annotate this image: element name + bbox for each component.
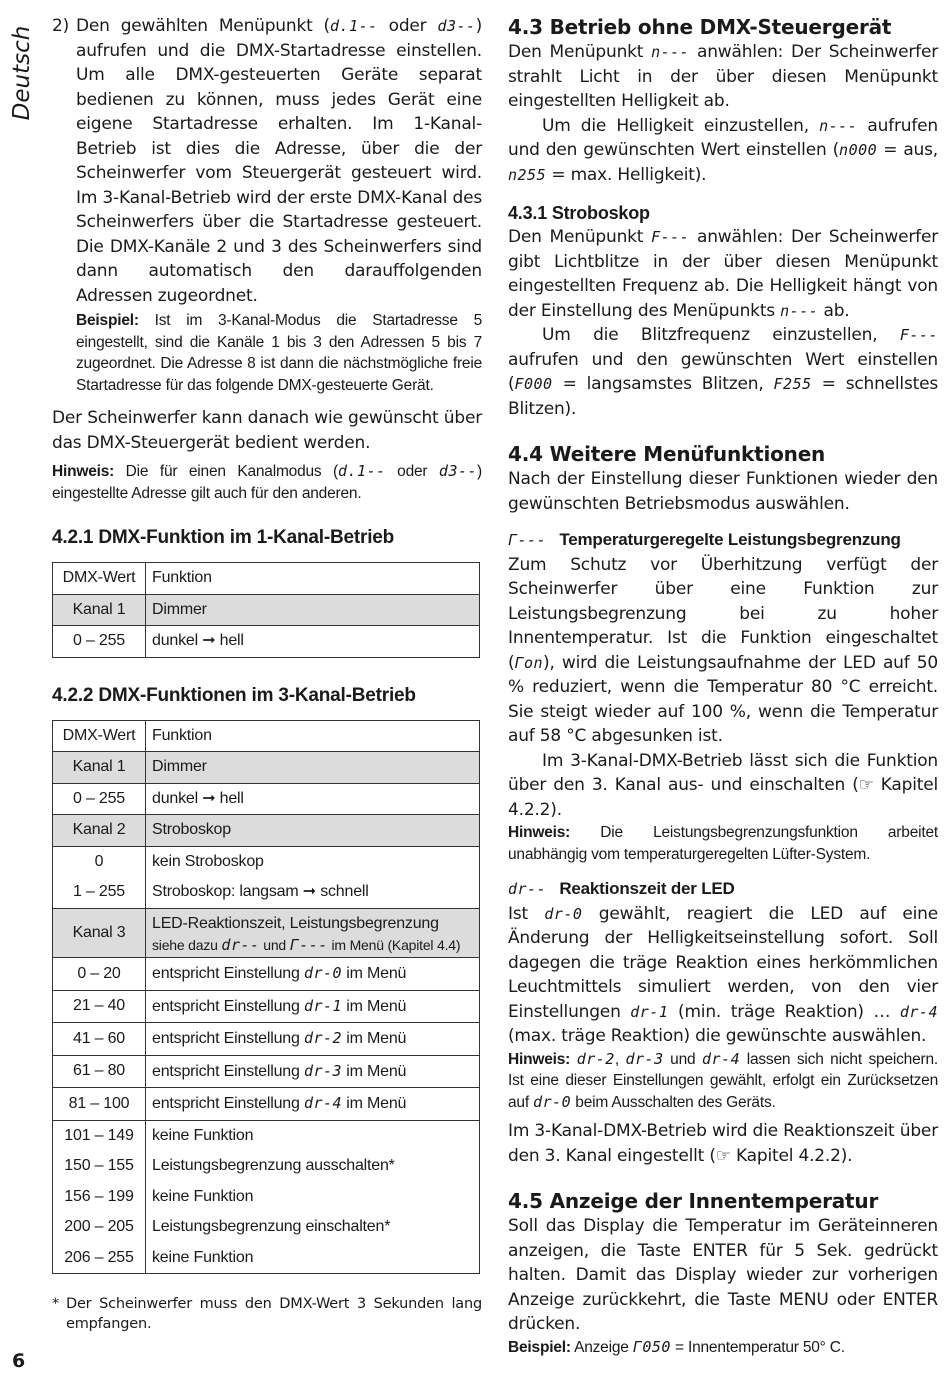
display-code: Γon xyxy=(514,653,544,672)
paragraph xyxy=(508,114,938,188)
table-cell: Kanal 3 xyxy=(53,908,146,958)
text: gewählt, reagiert die LED auf eine Änderung der Helligkeitseinstellung sofort. Soll dagegen die träge Reaktion eines herkömmlichen Leuchtmittels simuliert werden, von den vier Einstellungen xyxy=(508,903,938,1022)
text: = langsamstes Blitzen, xyxy=(552,374,774,394)
table-cell: 156 – 199 xyxy=(53,1182,146,1213)
display-code: dr-4 xyxy=(702,1049,741,1068)
text: entspricht Einstellung xyxy=(152,1095,304,1112)
table-cell: 21 – 40 xyxy=(53,990,146,1023)
table-row xyxy=(53,1120,480,1151)
text: Den Menüpunkt xyxy=(508,42,652,62)
table-cell: 0 – 20 xyxy=(53,958,146,991)
footnote xyxy=(52,1294,482,1334)
table-row xyxy=(53,783,480,815)
display-code: dr-3 xyxy=(625,1049,664,1068)
paragraph xyxy=(508,40,938,114)
text: anwählen: Der Scheinwerfer gibt Lichtblitze in der über diesen Menüpunkt eingestellten Frequenz ab. Die Helligkeit hängt von der Einstellung des Menüpunkts xyxy=(508,227,938,321)
text: (min. träge Reaktion) … xyxy=(668,1001,900,1022)
text: entspricht Einstellung xyxy=(152,1062,304,1080)
text: Den Menüpunkt xyxy=(508,227,652,247)
table-cell: 1 – 255 xyxy=(53,877,146,908)
display-code: n255 xyxy=(508,165,547,184)
table-cell: kein Stroboskop xyxy=(146,846,480,877)
text: anwählen: Der Scheinwerfer strahlt Licht in der über diesen Menüpunkt eingestellten Helligkeit ab. xyxy=(508,42,938,111)
text: Anzeige xyxy=(570,1338,633,1356)
table-row xyxy=(53,1243,480,1274)
note-block xyxy=(508,1049,938,1114)
display-code: dr-0 xyxy=(544,904,583,923)
table-cell: 206 – 255 xyxy=(53,1243,146,1274)
paragraph xyxy=(508,553,938,749)
display-code: dr-1 xyxy=(303,996,343,1015)
section-heading-4-3-1: 4.3.1 Stroboskop xyxy=(508,203,650,223)
text: Ist xyxy=(508,903,545,924)
table-cell xyxy=(146,1055,480,1088)
text: aufrufen und den gewünschten Wert einstellen ( xyxy=(508,349,938,394)
table-1-channel xyxy=(52,562,480,658)
text: Die für einen Kanalmodus ( xyxy=(114,463,338,480)
display-code: dr-4 xyxy=(303,1094,343,1112)
text: im Menü xyxy=(342,997,407,1015)
display-code: dr-2 xyxy=(303,1029,343,1047)
text: beim Ausschalten des Geräts. xyxy=(571,1093,776,1111)
table-row xyxy=(53,1212,480,1243)
paragraph: Im 3-Kanal-DMX-Betrieb wird die Reaktionszeit über den 3. Kanal eingestellt (☞ Kapitel 4.2.2). xyxy=(508,1121,938,1166)
table-cell: Dimmer xyxy=(146,752,480,784)
table-row xyxy=(53,846,480,877)
text: im Menü xyxy=(342,1095,407,1112)
table-cell: dunkel ➞ hell xyxy=(146,626,480,658)
example-text: Ist im 3-Kanal-Modus die Startadresse 5 eingestellt, sind die Kanäle 1 bis 3 den Adressen 5 bis 7 zugeordnet. Die Adresse 8 ist dann die nächstmögliche freie Startadresse für das folgende DMX-gesteuerte Gerät. xyxy=(76,312,482,394)
table-cell xyxy=(146,1023,480,1056)
table-subnote xyxy=(152,936,473,954)
table-cell: Leistungsbegrenzung ausschalten* xyxy=(146,1151,480,1182)
paragraph: Soll das Display die Temperatur im Geräteinneren anzeigen, die Taste ENTER für 5 Sek. gedrückt halten. Damit das Display wieder zur vorherigen Anzeige zurückkehrt, die Taste MENU oder ENTER drücken. xyxy=(508,1216,938,1334)
text: ) eingestellte Adresse gilt auch für den anderen. xyxy=(52,463,483,502)
table-cell: keine Funktion xyxy=(146,1243,480,1274)
table-cell: DMX-Wert xyxy=(53,720,146,752)
note-block xyxy=(52,461,482,504)
display-code: Γ--- xyxy=(508,531,547,549)
display-code: n--- xyxy=(780,301,819,320)
text: = max. Helligkeit). xyxy=(546,164,707,185)
table-cell: Funktion xyxy=(146,720,480,752)
display-code: n000 xyxy=(839,141,878,159)
text: = Innentemperatur 50° C. xyxy=(670,1338,845,1356)
paragraph: Der Scheinwerfer kann danach wie gewünscht über das DMX-Steuergerät bedient werden. xyxy=(52,408,482,453)
display-code: d3-- xyxy=(437,17,476,35)
footnote-marker: * xyxy=(52,1296,60,1312)
display-code: Γ--- xyxy=(289,936,328,954)
text: im Menü xyxy=(342,1030,407,1047)
paragraph: Im 3-Kanal-DMX-Betrieb lässt sich die Funktion über den 3. Kanal aus- und einschalten (☞ Kapitel 4.2.2). xyxy=(508,750,938,820)
note-label: Hinweis: xyxy=(508,1050,571,1068)
display-code: F255 xyxy=(773,375,812,393)
display-code: dr-- xyxy=(508,880,547,898)
example-label: Beispiel: xyxy=(508,1338,571,1356)
text: ab. xyxy=(818,300,850,321)
display-code: dr-0 xyxy=(533,1092,572,1111)
text: entspricht Einstellung xyxy=(152,1030,304,1047)
table-row xyxy=(53,877,480,908)
text: im Menü (Kapitel 4.4) xyxy=(327,937,461,953)
display-code: d.1-- xyxy=(337,462,386,480)
text: entspricht Einstellung xyxy=(152,997,304,1015)
table-row xyxy=(53,1182,480,1213)
text: ), wird die Leistungsaufnahme der LED auf 50 % reduziert, wenn die Temperatur 80 °C erreicht. Sie steigt wieder auf 100 %, wenn die Temperatur auf 58 °C abgesunken ist. xyxy=(508,652,938,746)
table-cell: 200 – 205 xyxy=(53,1212,146,1243)
table-cell: Kanal 1 xyxy=(53,752,146,784)
display-code: dr-- xyxy=(221,936,260,954)
section-heading-4-3: 4.3 Betrieb ohne DMX-Steuergerät xyxy=(508,15,892,39)
display-code: F--- xyxy=(651,228,690,246)
text: Den gewählten Menüpunkt ( xyxy=(76,16,330,36)
example-block xyxy=(508,1337,938,1359)
table-row xyxy=(53,752,480,784)
table-cell: 150 – 155 xyxy=(53,1151,146,1182)
table-cell: keine Funktion xyxy=(146,1182,480,1213)
subheading-temperature xyxy=(508,528,938,553)
section-heading-4-2-1: 4.2.1 DMX-Funktion im 1-Kanal-Betrieb xyxy=(52,527,395,548)
table-row xyxy=(53,594,480,626)
paragraph xyxy=(508,323,938,421)
table-row xyxy=(53,958,480,991)
table-3-channel xyxy=(52,720,480,1275)
table-cell: Dimmer xyxy=(146,594,480,626)
text: , xyxy=(614,1050,626,1068)
paragraph xyxy=(508,902,938,1049)
note-block xyxy=(508,822,938,865)
display-code: F--- xyxy=(899,326,938,344)
note-label: Hinweis: xyxy=(52,463,115,480)
section-heading-4-2-2: 4.2.2 DMX-Funktionen im 3-Kanal-Betrieb xyxy=(52,684,416,706)
table-row xyxy=(53,815,480,847)
table-cell: 0 xyxy=(53,846,146,877)
list-number: 2) xyxy=(52,16,70,36)
text: im Menü xyxy=(342,965,407,982)
footnote-text: Der Scheinwerfer muss den DMX-Wert 3 Sekunden lang empfangen. xyxy=(66,1296,482,1332)
table-cell xyxy=(146,958,480,991)
display-code: d3-- xyxy=(438,462,478,480)
text: entspricht Einstellung xyxy=(152,965,304,982)
table-cell: 81 – 100 xyxy=(53,1088,146,1121)
paragraph xyxy=(508,225,938,323)
example-block xyxy=(76,310,482,396)
table-cell: 61 – 80 xyxy=(53,1055,146,1088)
table-row xyxy=(53,626,480,658)
table-row xyxy=(53,720,480,752)
text: lassen sich nicht speichern. Ist eine dieser Einstellungen gewählt, erfolgt ein Zurücksetzen auf xyxy=(508,1050,938,1111)
left-column xyxy=(52,14,482,1334)
text: Um die Helligkeit einzustellen, xyxy=(542,115,820,136)
section-heading-4-5: 4.5 Anzeige der Innentemperatur xyxy=(508,1189,879,1213)
table-cell: Stroboskop: langsam ➞ schnell xyxy=(146,877,480,908)
table-row xyxy=(53,1151,480,1182)
text: und xyxy=(663,1050,703,1068)
display-code: dr-3 xyxy=(303,1061,343,1080)
table-cell xyxy=(146,908,480,958)
display-code: F000 xyxy=(514,375,553,393)
text: und xyxy=(259,937,290,953)
display-code: d.1-- xyxy=(329,17,378,35)
table-row xyxy=(53,1023,480,1056)
language-side-label: Deutsch xyxy=(9,25,35,121)
table-cell: 41 – 60 xyxy=(53,1023,146,1056)
table-row xyxy=(53,563,480,595)
display-code: dr-2 xyxy=(576,1049,615,1068)
text: oder xyxy=(377,16,438,36)
text: ) aufrufen und die DMX-Startadresse einstellen. Um alle DMX-gesteuerten Geräte separat bedienen zu können, muss jedes Gerät eine eigene Startadresse erhalten. Im 1-Kanal-Betrieb ist dies die Adresse, über die der Scheinwerfer vom Steuergerät gesteuert wird. Im 3-Kanal-Betrieb wird der erste DMX-Kanal des Scheinwerfers über die Startadresse gesteuert. Die DMX-Kanäle 2 und 3 des Scheinwerfers sind dann automatisch den darauffolgenden Adressen zugeordnet. xyxy=(76,16,482,306)
table-cell: 0 – 255 xyxy=(53,783,146,815)
text: oder xyxy=(385,463,439,480)
table-row xyxy=(53,1055,480,1088)
text: Um die Blitzfrequenz einzustellen, xyxy=(542,325,900,345)
table-row xyxy=(53,908,480,958)
text: = aus, xyxy=(877,140,938,160)
table-cell: Kanal 2 xyxy=(53,815,146,847)
table-cell xyxy=(146,1088,480,1121)
subheading-title: Reaktionszeit der LED xyxy=(559,879,735,898)
display-code: Γ050 xyxy=(632,1337,671,1356)
table-cell: DMX-Wert xyxy=(53,563,146,595)
example-label: Beispiel: xyxy=(76,312,139,329)
subheading-title: Temperaturgeregelte Leistungsbegrenzung xyxy=(559,530,901,549)
text: aufrufen und den gewünschten Wert einstellen ( xyxy=(508,115,938,160)
section-heading-4-4: 4.4 Weitere Menüfunktionen xyxy=(508,442,826,466)
display-code: dr-0 xyxy=(303,964,343,982)
table-row xyxy=(53,1088,480,1121)
text: im Menü xyxy=(342,1062,407,1080)
paragraph: Nach der Einstellung dieser Funktionen wieder den gewünschten Betriebsmodus auswählen. xyxy=(508,469,938,514)
text: Zum Schutz vor Überhitzung verfügt der Scheinwerfer über eine Funktion zur Leistungsbegrenzung bei zu hoher Innentemperatur. Ist die Funktion eingeschaltet ( xyxy=(508,554,938,673)
text: = schnellstes Blitzen). xyxy=(508,374,938,419)
display-code: dr-4 xyxy=(899,1002,938,1021)
table-cell: dunkel ➞ hell xyxy=(146,783,480,815)
note-label: Hinweis: xyxy=(508,824,571,841)
table-cell: Funktion xyxy=(146,563,480,595)
table-row xyxy=(53,990,480,1023)
list-item-2 xyxy=(52,14,482,308)
text: Die Leistungsbegrenzungsfunktion arbeitet unabhängig vom temperaturgeregelten Lüfter-System. xyxy=(508,824,938,863)
table-cell: 0 – 255 xyxy=(53,626,146,658)
subheading-reaction-time xyxy=(508,877,938,902)
text: (max. träge Reaktion) die gewünschte auswählen. xyxy=(508,1026,927,1046)
table-cell: 101 – 149 xyxy=(53,1120,146,1151)
display-code: n--- xyxy=(651,43,690,61)
table-cell xyxy=(146,990,480,1023)
table-cell: Leistungsbegrenzung einschalten* xyxy=(146,1212,480,1243)
right-column xyxy=(508,14,938,1358)
table-cell: keine Funktion xyxy=(146,1120,480,1151)
text: LED-Reaktionszeit, Leistungsbegrenzung xyxy=(152,914,439,932)
display-code: n--- xyxy=(819,116,858,135)
text: siehe dazu xyxy=(152,937,222,953)
display-code: dr-1 xyxy=(630,1002,669,1021)
table-cell: Stroboskop xyxy=(146,815,480,847)
page-number: 6 xyxy=(12,1350,26,1372)
table-cell: Kanal 1 xyxy=(53,594,146,626)
